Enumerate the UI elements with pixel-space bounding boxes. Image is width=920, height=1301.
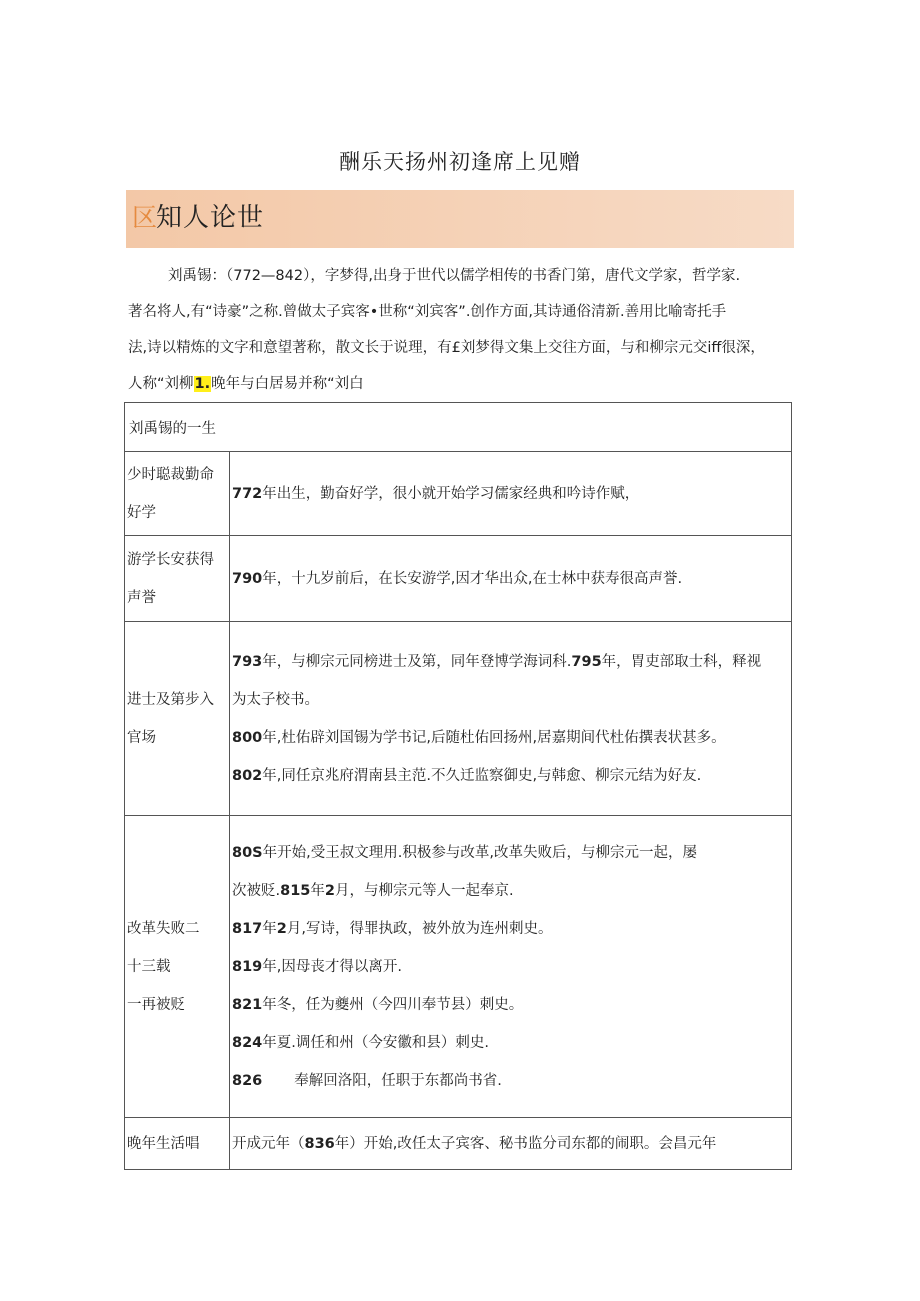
detail-cell: [230, 536, 792, 622]
detail-line: 790年，十九岁前后，在长安游学,因才华出众,在士林中获寿很高声誉.: [232, 570, 683, 587]
highlight-mark: 1.: [194, 376, 211, 392]
stage-cell: 改革失败二 十三载 一再被贬: [125, 816, 230, 1118]
detail-line: 800年,杜佑辟刘国锡为学书记,后随杜佑回扬州,居嘉期间代杜佑撰表状甚多。: [232, 729, 726, 746]
detail-cell: [230, 622, 792, 816]
detail-line: 开成元年（836年）开始,改任太子宾客、秘书监分司东都的闹职。会昌元年: [232, 1135, 717, 1152]
intro-text: 人称“刘柳: [128, 376, 194, 392]
intro-paragraph: [128, 258, 794, 402]
table-header-row: [125, 403, 792, 452]
detail-line: 793年，与柳宗元同榜进士及第，同年登博学海词科.795年，胃吏部取士科，释视: [232, 653, 762, 670]
detail-line: 772年出生，勤奋好学，很小就开始学习儒家经典和吟诗作赋，: [232, 485, 640, 502]
detail-line: 824年夏.调任和州（今安徽和县）刺史.: [232, 1034, 489, 1051]
stage-cell: 晚年生活唱: [125, 1118, 230, 1170]
detail-line: 802年,同任京兆府渭南县主范.不久迁监察御史,与韩愈、柳宗元结为好友.: [232, 767, 702, 784]
life-table: [124, 402, 792, 1170]
section-banner: [126, 190, 794, 248]
section-heading: 知人论世: [156, 203, 265, 233]
detail-line: 次被贬.815年2月，与柳宗元等人一起奉京.: [232, 882, 514, 899]
table-row: [125, 536, 792, 622]
intro-text: 晚年与白居易并称“刘白: [211, 376, 364, 392]
detail-cell: [230, 452, 792, 536]
intro-line: 法,诗以精炼的文字和意望著称，散文长于说理，有£刘梦得文集上交往方面，与和柳宗元交iff很深，: [128, 340, 765, 356]
detail-line: 为太子校书。: [232, 691, 319, 708]
detail-line: 817年2月,写诗，得罪执政，被外放为连州刺史。: [232, 920, 553, 937]
detail-line: 821年冬，任为夔州（今四川奉节县）刺史。: [232, 996, 524, 1013]
table-row: [125, 452, 792, 536]
detail-line: 826 奉解回洛阳，任职于东都尚书省.: [232, 1072, 502, 1089]
table-row: [125, 1118, 792, 1170]
stage-cell: 少时聪裁勤命好学: [125, 452, 230, 536]
table-row: [125, 816, 792, 1118]
page-title: 酬乐天扬州初逢席上见赠: [339, 150, 581, 174]
table-header: 刘禹锡的一生: [125, 403, 792, 452]
detail-cell: [230, 1118, 792, 1170]
detail-cell: [230, 816, 792, 1118]
intro-line-last: [128, 366, 794, 402]
intro-line: 著名将人,有“诗豪”之称.曾做太子宾客•世称“刘宾客”.创作方面,其诗通俗清新.善用比喻寄托手: [128, 304, 727, 320]
stage-cell: 游学长安获得声誉: [125, 536, 230, 622]
detail-line: 819年,因母丧才得以离开.: [232, 958, 402, 975]
detail-line: 80S年开始,受王叔文理用.积极参与改革,改革失败后，与柳宗元一起，屡: [232, 844, 697, 861]
intro-line: 刘禹锡：（772—842），字梦得,出身于世代以儒学相传的书香门第，唐代文学家，哲学家.: [168, 268, 741, 284]
table-row: [125, 622, 792, 816]
stage-cell: 进士及第步入官场: [125, 622, 230, 816]
section-mark: 区: [132, 203, 158, 232]
